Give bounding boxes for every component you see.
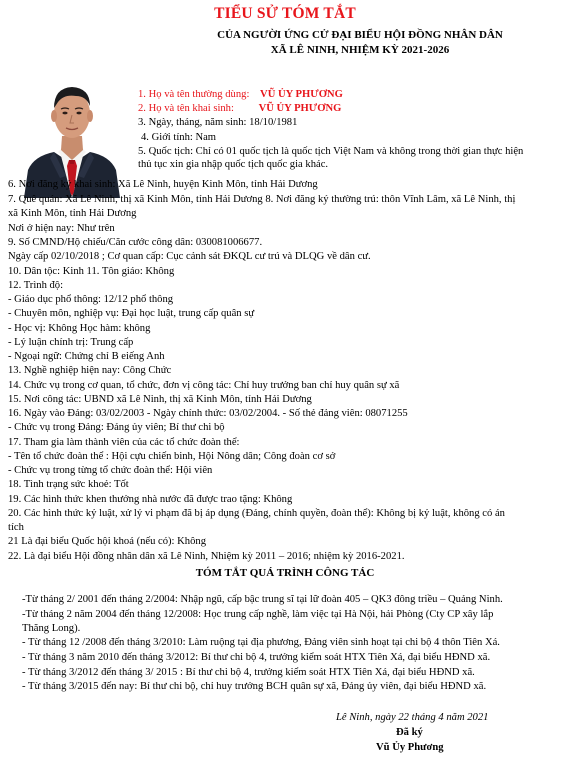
career-item: - Từ tháng 3 năm 2010 đến tháng 3/2012: Bí thư chi bộ 4, trưởng kiểm soát HTX Tiên Xá, đại biểu HĐND xã.	[22, 652, 491, 663]
birth-name-row	[138, 102, 341, 115]
detail-line: 10. Dân tộc: Kinh 11. Tôn giáo: Không	[8, 266, 175, 277]
detail-line: Nơi ở hiện nay: Như trên	[8, 223, 115, 234]
detail-line: 12. Trình độ:	[8, 280, 64, 291]
career-item: Thăng Long).	[22, 623, 81, 634]
detail-line: 15. Nơi công tác: UBND xã Lê Ninh, thị xã Kinh Môn, tỉnh Hải Dương	[8, 394, 312, 405]
career-item: -Từ tháng 2/ 2001 đến tháng 2/2004: Nhập ngũ, cấp bậc trung sĩ tại lữ đoàn 405 – QK3 đông triều – Quảng Ninh.	[22, 594, 503, 605]
detail-line: 22. Là đại biểu Hội đồng nhân dân xã Lê Ninh, Nhiệm kỳ 2011 – 2016; nhiệm kỳ 2016-2021.	[8, 551, 405, 562]
detail-line: tích	[8, 522, 24, 533]
date-of-birth: 3. Ngày, tháng, năm sinh: 18/10/1981	[138, 117, 298, 128]
birth-name-value: VŨ ỦY PHƯƠNG	[258, 103, 342, 114]
place-and-date: Lê Ninh, ngày 22 tháng 4 năm 2021	[336, 712, 489, 723]
detail-line: xã Kinh Môn, tỉnh Hải Dương	[8, 208, 137, 219]
detail-line: - Giáo dục phổ thông: 12/12 phổ thông	[8, 294, 174, 305]
detail-line: 9. Số CMND/Hộ chiếu/Căn cước công dân: 030081006677.	[8, 237, 263, 248]
detail-line: 17. Tham gia làm thành viên của các tổ chức đoàn thể:	[8, 437, 240, 448]
detail-line: 14. Chức vụ trong cơ quan, tổ chức, đơn vị công tác: Chỉ huy trưởng ban chỉ huy quân sự xã	[8, 380, 400, 391]
gender: 4. Giới tính: Nam	[141, 132, 217, 143]
detail-line: - Lý luận chính trị: Trung cấp	[8, 337, 134, 348]
career-item: - Từ tháng 12 /2008 đến tháng 3/2010: Làm ruộng tại địa phương, Đảng viên sinh hoạt tại chi bộ 4 thôn Tiên Xá.	[22, 637, 500, 648]
detail-line: 7. Quê quán: Xã Lê Ninh, thị xã Kinh Môn, tỉnh Hải Dương 8. Nơi đăng ký thường trú: thôn Vĩnh Lâm, xã Lê Ninh, thị	[8, 194, 516, 205]
page-title: TIỂU SỬ TÓM TẮT	[214, 5, 356, 22]
subtitle-line-1: CỦA NGƯỜI ỨNG CỬ ĐẠI BIỂU HỘI ĐỒNG NHÂN DÂN	[217, 29, 503, 41]
detail-line: 21 Là đại biểu Quốc hội khoá (nếu có): Không	[8, 536, 206, 547]
detail-line: 13. Nghề nghiệp hiện nay: Công Chức	[8, 365, 172, 376]
detail-line: 16. Ngày vào Đảng: 03/02/2003 - Ngày chính thức: 03/02/2004. - Số thẻ đảng viên: 08071255	[8, 408, 408, 419]
detail-line: - Tên tổ chức đoàn thể : Hội cựu chiến binh, Hội Nông dân; Công đoàn cơ sở	[8, 451, 336, 462]
detail-line: 19. Các hình thức khen thưởng nhà nước đã được trao tặng: Không	[8, 494, 293, 505]
nationality-line-2: thủ tục xin gia nhập quốc tịch quốc gia khác.	[138, 159, 329, 170]
career-summary-heading: TÓM TẮT QUÁ TRÌNH CÔNG TÁC	[195, 567, 375, 579]
signer-name: Vũ Ủy Phương	[376, 742, 444, 753]
signed-label: Đã ký	[396, 727, 423, 738]
detail-line: 6. Nơi đăng ký khai sinh: Xã Lê Ninh, huyện Kinh Môn, tỉnh Hải Dương	[8, 179, 318, 190]
common-name-value: VŨ ỦY PHƯƠNG	[260, 89, 343, 100]
detail-line: - Học vị: Không Học hàm: không	[8, 323, 151, 334]
detail-line: 20. Các hình thức kỷ luật, xử lý vi phạm đã bị áp dụng (Đảng, chính quyền, đoàn thể): Không bị kỷ luật, không có án	[8, 508, 505, 519]
detail-line: - Ngoại ngữ: Chứng chỉ B eiếng Anh	[8, 351, 165, 362]
detail-line: - Chuyên môn, nghiệp vụ: Đại học luật, trung cấp quân sự	[8, 308, 255, 319]
career-item: - Từ tháng 3/2015 đến nay: Bí thư chi bộ, chỉ huy trưởng BCH quân sự xã, Đảng ủy viên, đại biểu HĐND xã.	[22, 681, 487, 692]
subtitle-line-2: XÃ LÊ NINH, NHIỆM KỲ 2021-2026	[270, 44, 450, 56]
common-name-label: 1. Họ và tên thường dùng:	[138, 89, 250, 100]
detail-line: 18. Tình trạng sức khoẻ: Tốt	[8, 479, 129, 490]
detail-line: - Chức vụ trong Đảng: Đảng ủy viên; Bí thư chi bộ	[8, 422, 225, 433]
common-name-row	[138, 88, 343, 101]
detail-line: - Chức vụ trong từng tổ chức đoàn thể: Hội viên	[8, 465, 213, 476]
career-item: - Từ tháng 3/2012 đến tháng 3/ 2015 : Bí thư chi bộ 4, trưởng kiểm soát HTX Tiên Xá, đại biểu HĐND xã.	[22, 667, 475, 678]
career-item: -Từ tháng 2 năm 2004 đến tháng 12/2008: Học trung cấp nghề, làm việc tại Hà Nội, hải Phòng (Cty CP xây lắp	[22, 609, 494, 620]
detail-line: Ngày cấp 02/10/2018 ; Cơ quan cấp: Cục cảnh sát ĐKQL cư trú và DLQG về dân cư.	[8, 251, 371, 262]
birth-name-label: 2. Họ và tên khai sinh:	[138, 103, 234, 114]
nationality-line-1: 5. Quốc tịch: Chỉ có 01 quốc tịch là quốc tịch Việt Nam và không trong thời gian thực hiện	[138, 146, 524, 157]
